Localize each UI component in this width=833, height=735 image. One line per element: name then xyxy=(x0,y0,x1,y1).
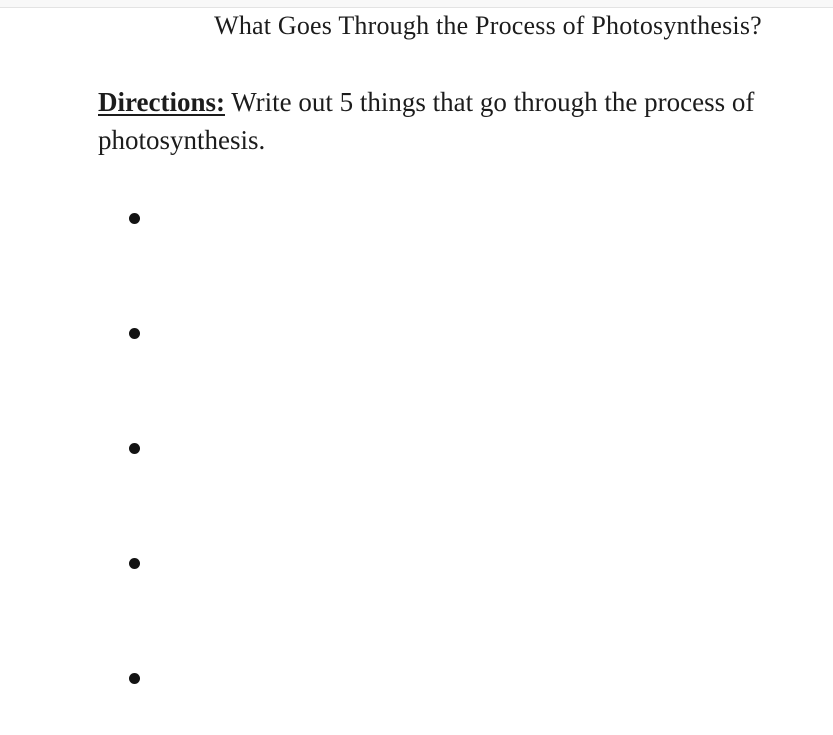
directions-text: Write out 5 things that go through the process of photosynthesis. xyxy=(98,87,755,155)
bullet-icon xyxy=(129,673,140,684)
bullet-icon xyxy=(129,213,140,224)
bullet-list-item[interactable] xyxy=(129,443,689,454)
bullet-list-item[interactable] xyxy=(129,673,689,684)
bullet-icon xyxy=(129,558,140,569)
directions-label: Directions: xyxy=(98,87,225,117)
bullet-list-item[interactable] xyxy=(129,328,689,339)
bullet-icon xyxy=(129,328,140,339)
directions-paragraph[interactable] xyxy=(98,83,782,159)
document-title[interactable]: What Goes Through the Process of Photosynthesis? xyxy=(214,11,762,40)
bullet-icon xyxy=(129,443,140,454)
bullet-list xyxy=(129,213,689,684)
bullet-list-item[interactable] xyxy=(129,558,689,569)
bullet-list-item[interactable] xyxy=(129,213,689,224)
